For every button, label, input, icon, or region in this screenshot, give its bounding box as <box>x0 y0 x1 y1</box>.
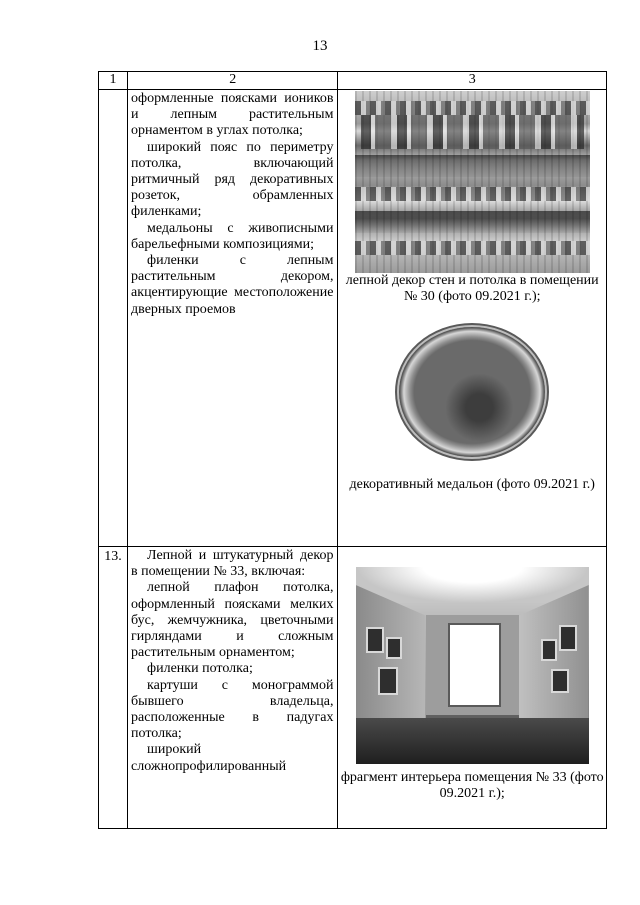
page-number: 13 <box>312 38 328 54</box>
description-paragraph: оформленные поясками иоников и лепным растительным орнаментом в углах потолка; <box>131 91 334 139</box>
description-cell <box>128 547 338 829</box>
wall-ceiling-decor-photo <box>355 91 590 273</box>
description-paragraph: филенки с лепным растительным декором, акцентирующие местоположение дверных проемов <box>131 253 334 317</box>
description-paragraph: широкий пояс по периметру потолка, включающий ритмичный ряд декоративных розеток, обрамленных филенками; <box>131 139 334 220</box>
description-paragraph: лепной плафон потолка, оформленный поясками мелких бус, жемчужника, цветочными гирляндами и сложным растительным орнаментом; <box>131 580 334 661</box>
row-number: 13. <box>99 547 128 829</box>
table-header-row <box>99 72 607 90</box>
medallion-photo <box>338 327 606 477</box>
photo-cell <box>338 547 607 829</box>
description-paragraph: филенки потолка; <box>147 661 253 677</box>
table-row <box>99 90 607 547</box>
column-header-3: 3 <box>338 72 607 90</box>
row-number <box>99 90 128 547</box>
monument-table <box>98 71 607 829</box>
description-cell <box>128 90 338 547</box>
photo-caption: декоративный медальон (фото 09.2021 г.) <box>349 477 595 493</box>
description-paragraph: медальоны с живописными барельефными композициями; <box>131 220 334 252</box>
table-row <box>99 547 607 829</box>
column-header-2: 2 <box>128 72 338 90</box>
photo-caption: фрагмент интерьера помещения № 33 (фото 09.2021 г.); <box>340 770 604 802</box>
description-paragraph: широкий сложнопрофилированный <box>131 742 287 774</box>
photo-caption: лепной декор стен и потолка в помещении № 30 (фото 09.2021 г.); <box>345 273 599 305</box>
interior-room-33-photo <box>356 567 589 764</box>
photo-cell <box>338 90 607 547</box>
description-paragraph: Лепной и штукатурный декор в помещении № 33, включая: <box>131 548 334 580</box>
description-paragraph: картуши с монограммой бывшего владельца, расположенные в падугах потолка; <box>131 677 334 742</box>
column-header-1: 1 <box>99 72 128 90</box>
